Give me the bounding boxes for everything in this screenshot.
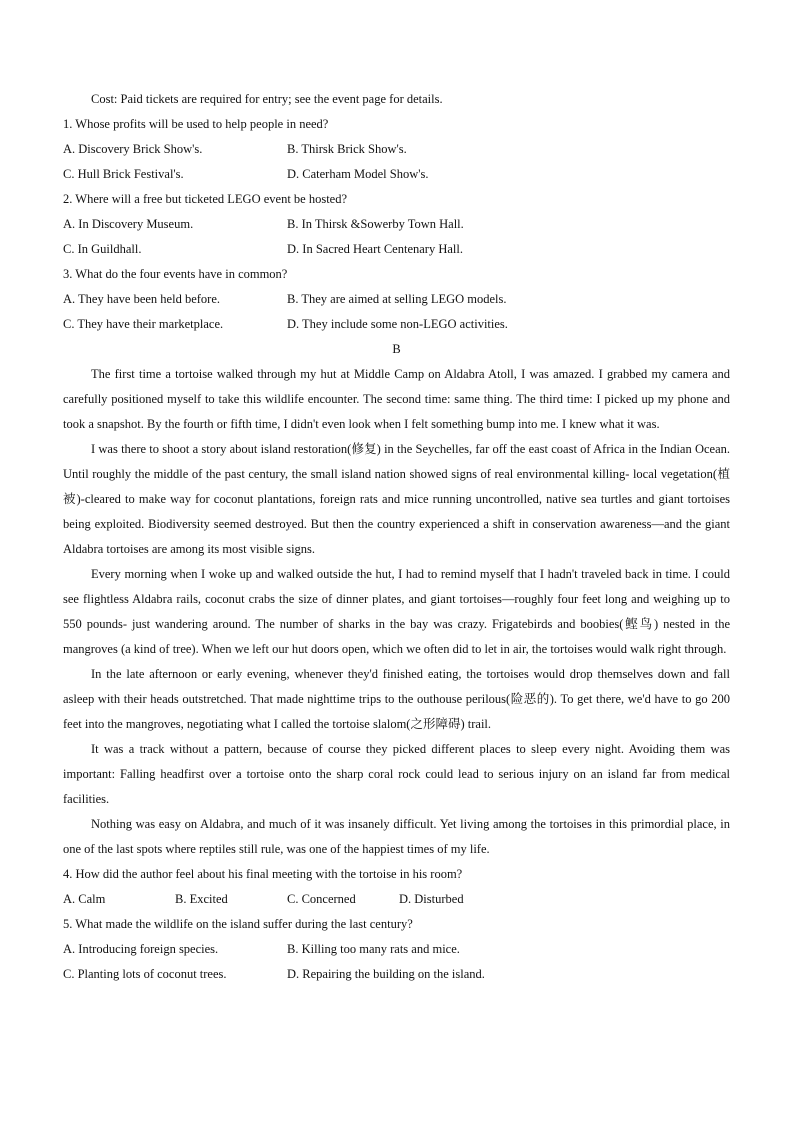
option-5d: D. Repairing the building on the island.	[287, 967, 485, 981]
document-page	[63, 87, 730, 987]
question-4-options-row	[63, 887, 730, 912]
question-4: 4. How did the author feel about his final meeting with the tortoise in his room?	[63, 867, 463, 881]
option-4d: D. Disturbed	[399, 892, 464, 906]
cost-line: Cost: Paid tickets are required for entry; see the event page for details.	[91, 92, 443, 106]
option-3b: B. They are aimed at selling LEGO models.	[287, 292, 507, 306]
passage-paragraph: Nothing was easy on Aldabra, and much of it was insanely difficult. Yet living among the tortoises in this primordial place, in one of the last spots where reptiles still rule, was one of the happiest times of my life.	[63, 817, 730, 856]
option-2a: A. In Discovery Museum.	[63, 217, 194, 231]
passage-paragraph: Every morning when I woke up and walked outside the hut, I had to remind myself that I hadn't traveled back in time. I could see flightless Aldabra rails, coconut crabs the size of dinner plates, and giant tortoises—roughly four feet long and weighing up to 550 pounds- just wandering around. The number of sharks in the bay was crazy. Frigatebirds and boobies(鲣鸟) nested in the mangroves (a kind of tree). When we left our hut doors open, which we often did to let in air, the tortoises would walk right through.	[63, 567, 730, 656]
question-5: 5. What made the wildlife on the island suffer during the last century?	[63, 917, 413, 931]
question-3-options-row-2	[63, 312, 730, 337]
option-2b: B. In Thirsk &Sowerby Town Hall.	[287, 217, 464, 231]
option-1d: D. Caterham Model Show's.	[287, 167, 429, 181]
question-1-options-row-2	[63, 162, 730, 187]
question-2-options-row-2	[63, 237, 730, 262]
option-2d: D. In Sacred Heart Centenary Hall.	[287, 242, 463, 256]
passage-paragraph: It was a track without a pattern, because of course they picked different places to sleep every night. Avoiding them was important: Falling headfirst over a tortoise onto the sharp coral rock could lead to serious injury on an island far from medical facilities.	[63, 742, 730, 806]
option-4b: B. Excited	[175, 892, 228, 906]
option-3a: A. They have been held before.	[63, 292, 220, 306]
option-1c: C. Hull Brick Festival's.	[63, 167, 184, 181]
option-4a: A. Calm	[63, 892, 106, 906]
question-5-options-row-1	[63, 937, 730, 962]
option-1a: A. Discovery Brick Show's.	[63, 142, 203, 156]
option-5c: C. Planting lots of coconut trees.	[63, 967, 227, 981]
question-1-options-row-1	[63, 137, 730, 162]
question-3-options-row-1	[63, 287, 730, 312]
question-2-options-row-1	[63, 212, 730, 237]
option-2c: C. In Guildhall.	[63, 242, 142, 256]
option-5a: A. Introducing foreign species.	[63, 942, 219, 956]
option-4c: C. Concerned	[287, 892, 356, 906]
option-1b: B. Thirsk Brick Show's.	[287, 142, 407, 156]
passage-paragraph: The first time a tortoise walked through my hut at Middle Camp on Aldabra Atoll, I was amazed. I grabbed my camera and carefully positioned myself to take this wildlife encounter. The second time: same thing. The third time: I picked up my phone and took a snapshot. By the fourth or fifth time, I didn't even look when I felt something bump into me. I knew what it was.	[63, 367, 730, 431]
passage-paragraph: I was there to shoot a story about island restoration(修复) in the Seychelles, far off the east coast of Africa in the Indian Ocean. Until roughly the middle of the past century, the small island nation showed signs of real environmental killing- local vegetation(植被)-cleared to make way for coconut plantations, foreign rats and mice running uncontrolled, native sea turtles and giant tortoises being exploited. Biodiversity seemed destroyed. But then the country experienced a shift in conservation awareness—and the giant Aldabra tortoises are among its most visible signs.	[63, 442, 730, 556]
option-5b: B. Killing too many rats and mice.	[287, 942, 460, 956]
option-3d: D. They include some non-LEGO activities.	[287, 317, 508, 331]
passage-paragraph: In the late afternoon or early evening, whenever they'd finished eating, the tortoises would drop themselves down and fall asleep with their heads outstretched. That made nighttime trips to the outhouse perilous(险恶的). To get there, we'd have to go 200 feet into the mangroves, negotiating what I called the tortoise slalom(之形障碍) trail.	[63, 667, 730, 731]
question-3: 3. What do the four events have in common?	[63, 267, 288, 281]
question-5-options-row-2	[63, 962, 730, 987]
question-1: 1. Whose profits will be used to help people in need?	[63, 117, 329, 131]
section-label: B	[392, 342, 401, 356]
option-3c: C. They have their marketplace.	[63, 317, 224, 331]
question-2: 2. Where will a free but ticketed LEGO event be hosted?	[63, 192, 348, 206]
